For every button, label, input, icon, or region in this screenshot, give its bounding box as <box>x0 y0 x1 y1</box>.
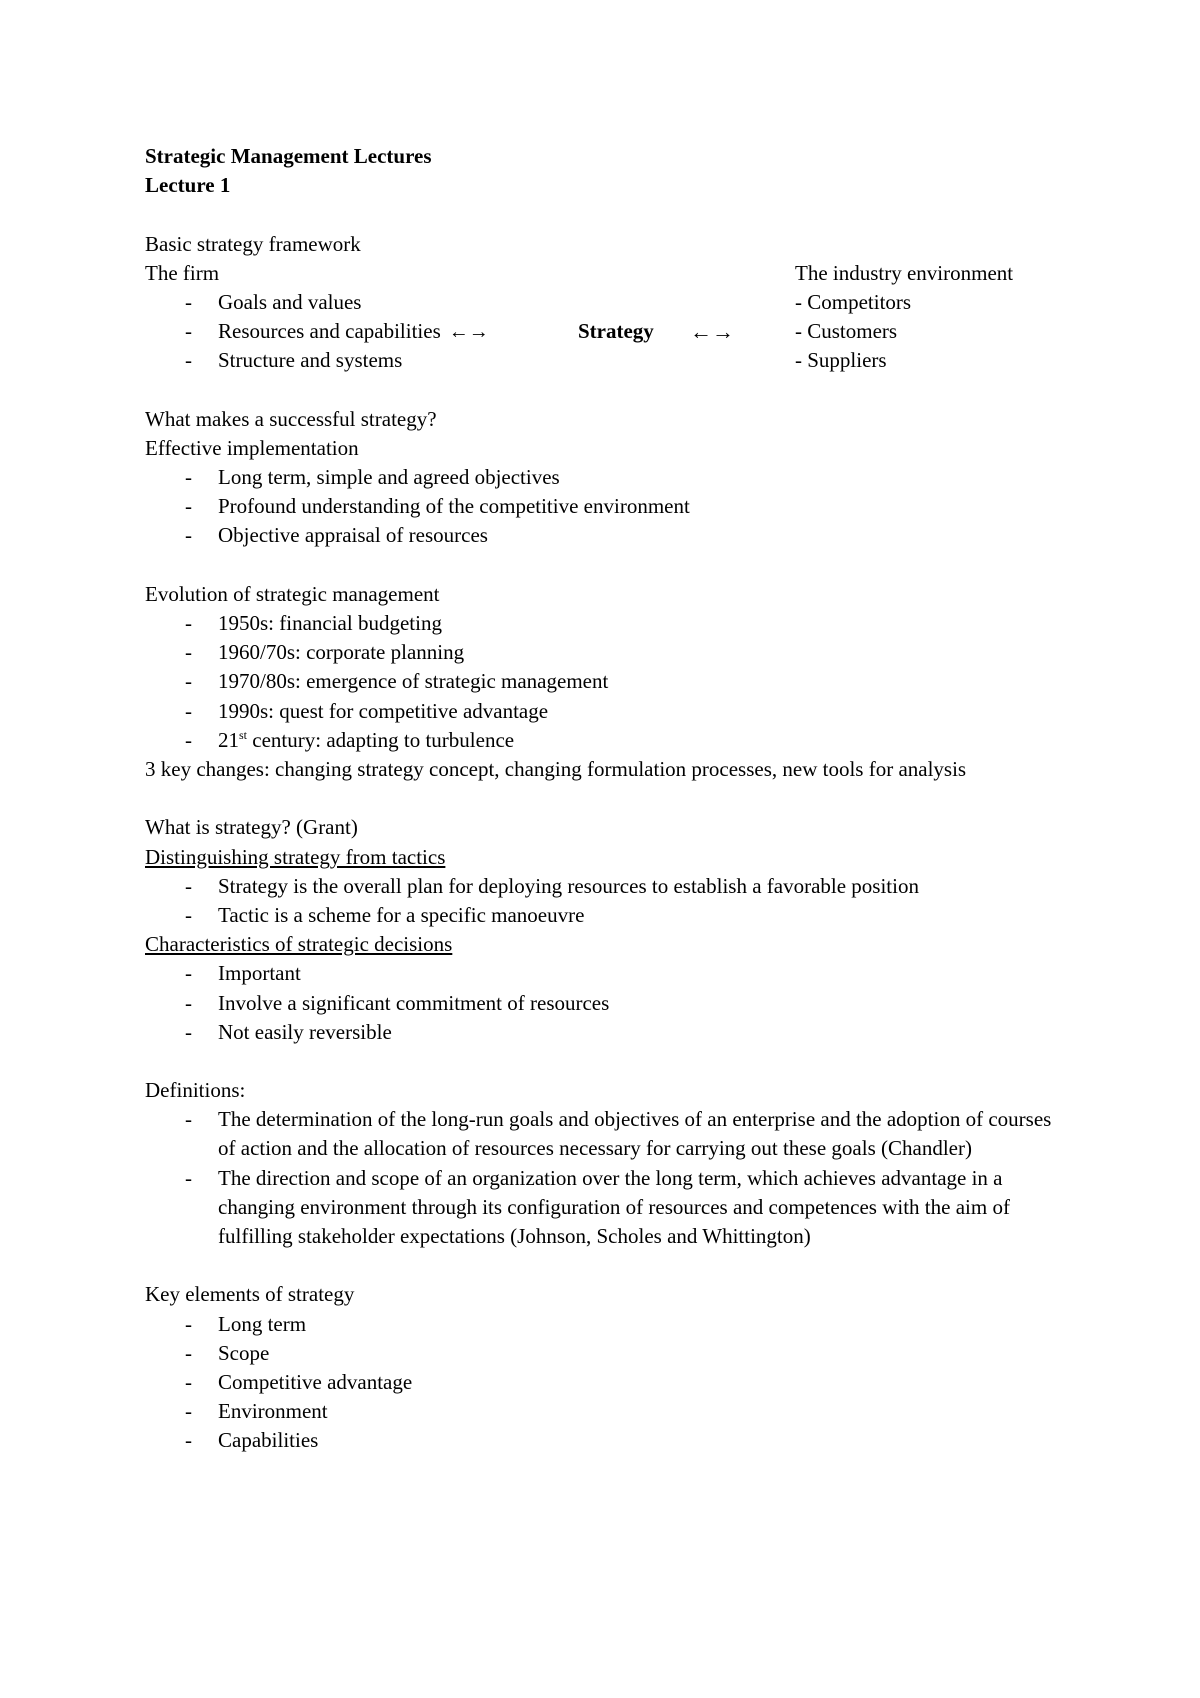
key-changes-text: 3 key changes: changing strategy concept, changing formulation processes, new tools for analysis <box>145 756 967 781</box>
list-item: - 1990s: quest for competitive advantage <box>145 697 1065 726</box>
list-item: - Objective appraisal of resources <box>145 521 1065 550</box>
list-item: - Long term, simple and agreed objectives <box>145 463 1065 492</box>
what-is-question: What is strategy? (Grant) <box>145 815 358 840</box>
industry-item: - Competitors <box>795 289 912 314</box>
list-item: - Goals and values <box>145 288 615 317</box>
lecture-heading: Lecture 1 <box>145 173 231 198</box>
framework-heading: Basic strategy framework <box>145 231 361 256</box>
document-body <box>145 142 1065 1456</box>
double-arrow-icon: ←→ <box>690 319 734 345</box>
document-title: Strategic Management Lectures <box>145 144 432 168</box>
list-item: - Structure and systems <box>145 346 615 375</box>
list-item: - 1960/70s: corporate planning <box>145 638 1065 667</box>
industry-item: - Suppliers <box>795 348 887 373</box>
list-item: - Profound understanding of the competitive environment <box>145 492 1065 521</box>
strategy-framework <box>145 259 1065 376</box>
list-item: - 1950s: financial budgeting <box>145 609 1065 638</box>
century-text: century: adapting to turbulence <box>247 727 515 752</box>
list-item: - 1970/80s: emergence of strategic management <box>145 667 1065 696</box>
list-item-text: Resources and capabilities <box>218 319 441 344</box>
firm-list <box>145 288 615 376</box>
list-item: - Capabilities <box>145 1426 1065 1455</box>
success-question: What makes a successful strategy? <box>145 406 437 431</box>
list-item: - Scope <box>145 1339 1065 1368</box>
list-item <box>145 726 1065 755</box>
tactics-heading: Distinguishing strategy from tactics <box>145 844 446 869</box>
characteristics-list <box>145 959 1065 1047</box>
tactics-list <box>145 872 1065 930</box>
key-elements-list <box>145 1310 1065 1456</box>
list-item: - Important <box>145 959 1065 988</box>
list-item: - Involve a significant commitment of resources <box>145 989 1065 1018</box>
list-item: - Competitive advantage <box>145 1368 1065 1397</box>
success-list <box>145 463 1065 551</box>
definitions-heading: Definitions: <box>145 1078 246 1103</box>
industry-column <box>795 259 1095 376</box>
list-item <box>145 317 615 346</box>
century-number: 21 <box>218 727 239 752</box>
evolution-heading: Evolution of strategic management <box>145 581 440 606</box>
key-elements-heading: Key elements of strategy <box>145 1282 355 1307</box>
list-item: - The determination of the long-run goals and objectives of an enterprise and the adoption of courses of action and the allocation of resources necessary for carrying out these goals (Chandler) <box>145 1105 1065 1163</box>
list-item: - Tactic is a scheme for a specific manoeuvre <box>145 901 1065 930</box>
evolution-list <box>145 609 1065 755</box>
firm-label: The firm <box>145 260 220 285</box>
industry-label: The industry environment <box>795 260 1014 285</box>
success-subheading: Effective implementation <box>145 435 359 460</box>
strategy-label: Strategy <box>578 319 654 344</box>
list-item: - Strategy is the overall plan for deploying resources to establish a favorable position <box>145 872 1065 901</box>
list-item: - The direction and scope of an organization over the long term, which achieves advantage in a changing environment through its configuration of resources and competences with the aim of fulfilling stakeholder expectations (Johnson, Scholes and Whittington) <box>145 1164 1065 1252</box>
list-item: - Not easily reversible <box>145 1018 1065 1047</box>
industry-item: - Customers <box>795 319 898 344</box>
list-item: - Environment <box>145 1397 1065 1426</box>
century-suffix: st <box>239 727 248 742</box>
list-item: - Long term <box>145 1310 1065 1339</box>
double-arrow-icon: ←→ <box>448 321 489 344</box>
definitions-list <box>145 1105 1065 1251</box>
firm-column <box>145 259 615 376</box>
characteristics-heading: Characteristics of strategic decisions <box>145 932 453 957</box>
